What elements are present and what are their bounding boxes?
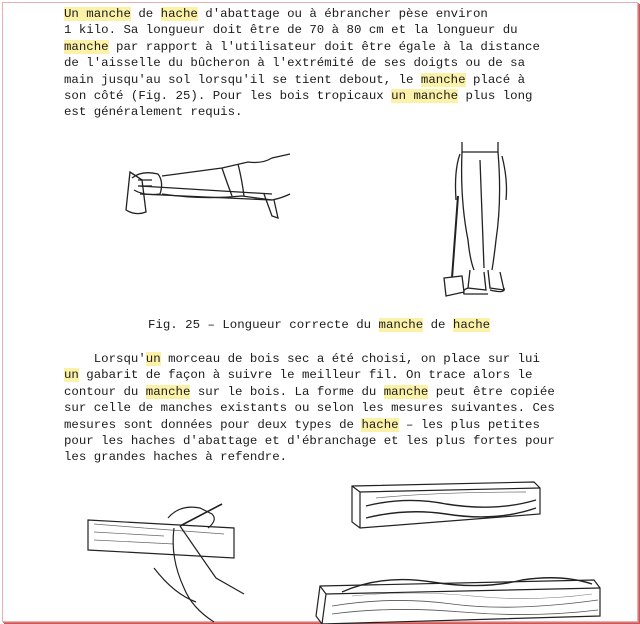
text-line <box>64 449 604 465</box>
text-segment: de <box>130 7 161 21</box>
paragraph-1 <box>64 6 604 121</box>
text-segment: morceau de bois sec a été choisi, on place sur lui <box>160 352 540 366</box>
highlighted-term: hache <box>160 7 198 21</box>
text-segment: 1 kilo. Sa longueur doit être de 70 à 80 cm et la longueur du <box>64 23 518 38</box>
text-line <box>64 22 604 38</box>
text-segment: Lorsqu' <box>64 352 146 366</box>
highlighted-term: un manche <box>391 89 459 104</box>
text-line <box>64 351 604 367</box>
highlighted-term: manche <box>145 384 191 399</box>
text-segment: peut être copiée <box>428 384 555 399</box>
text-line <box>64 367 604 383</box>
arm-measuring-axe-illustration <box>122 150 292 240</box>
text-segment: d'abattage ou à ébrancher pèse environ <box>197 7 488 21</box>
text-line <box>64 88 604 104</box>
text-segment: sur celle de manches existants ou selon les mesures suivantes. Ces <box>64 401 555 416</box>
text-segment: est généralement requis. <box>64 105 243 120</box>
highlighted-term: Un manche <box>64 7 131 21</box>
text-segment: sur le bois. La forme du <box>190 384 384 399</box>
highlighted-term: hache <box>361 417 399 432</box>
highlighted-term: hache <box>452 318 491 332</box>
figure-25-caption <box>148 318 490 332</box>
text-segment: – les plus petites <box>398 417 540 432</box>
text-segment: son côté (Fig. 25). Pour les bois tropicaux <box>64 89 392 104</box>
standing-man-with-axe-illustration <box>440 140 520 300</box>
text-line <box>64 6 604 22</box>
text-line <box>64 384 604 400</box>
text-segment: de <box>423 318 453 332</box>
text-segment: les grandes haches à refendre. <box>64 450 288 465</box>
text-line <box>64 72 604 88</box>
traced-wood-block-illustration <box>346 478 546 538</box>
highlighted-term: un <box>145 352 161 366</box>
text-segment: placé à <box>465 72 526 87</box>
text-segment: de l'aisselle du bûcheron à l'extrémité de ses doigts ou de sa <box>64 56 526 71</box>
text-line <box>64 39 604 55</box>
paragraph-2 <box>64 351 604 466</box>
text-line <box>64 433 604 449</box>
rough-plank-illustration <box>312 566 602 624</box>
text-segment: plus long <box>458 89 533 104</box>
tracing-template-illustration <box>84 498 244 624</box>
text-segment: mesures sont données pour deux types de <box>64 417 362 432</box>
highlighted-term: manche <box>420 72 466 87</box>
text-segment: contour du <box>64 384 146 399</box>
text-segment: main jusqu'au sol lorsqu'il se tient debout, le <box>64 72 421 87</box>
text-segment: gabarit de façon à suivre le meilleur fil. On trace alors le <box>78 368 533 383</box>
text-segment: par rapport à l'utilisateur doit être égale à la distance <box>108 39 540 54</box>
text-line <box>64 104 604 120</box>
text-segment: pour les haches d'abattage et d'ébranchage et les plus fortes pour <box>64 434 555 449</box>
highlighted-term: manche <box>383 384 429 399</box>
highlighted-term: un <box>64 368 79 383</box>
text-line <box>64 55 604 71</box>
text-line <box>64 400 604 416</box>
highlighted-term: manche <box>378 318 424 332</box>
text-segment: Fig. 25 – Longueur correcte du <box>148 318 379 332</box>
text-line <box>64 417 604 433</box>
highlighted-term: manche <box>64 39 109 54</box>
